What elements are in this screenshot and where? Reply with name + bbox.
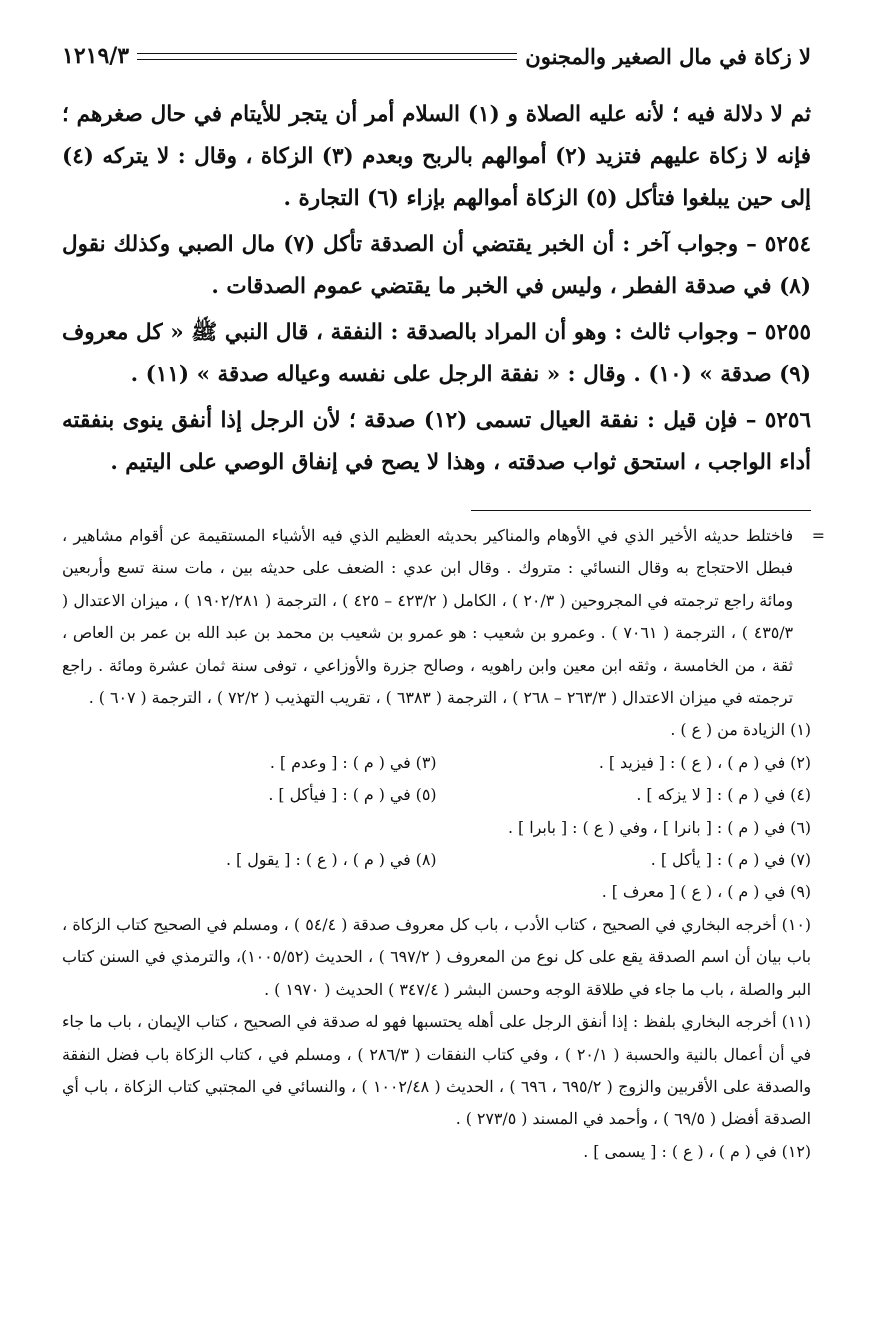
footnote-row [62, 714, 811, 746]
footnote-7: (٧) في ( م ) : [ يأكل ] . [650, 850, 811, 870]
footnotes [62, 520, 825, 1168]
paragraph-5256: ٥٢٥٦ – فإن قيل : نفقة العيال تسمى (١٢) صدقة ؛ لأن الرجل إذا أنفق ينوى بنفقته أداء الواجب ، استحق ثواب صدقته ، وهذا لا يصح في إنفاق الوصي على اليتيم . [62, 408, 811, 475]
paragraph: ثم لا دلالة فيه ؛ لأنه عليه الصلاة و (١) السلام أمر أن يتجر للأيتام في حال صغرهم ؛ فإنه لا زكاة عليهم فتزيد (٢) أموالهم بالربح وبعدم (٣) الزكاة ، وقال : لا يتركه (٤) إلى حين يبلغوا فتأكل (٥) الزكاة أموالهم بإزاء (٦) التجارة . [62, 102, 812, 211]
footnote-row [62, 747, 811, 779]
footnote-continuation-text: فاختلط حديثه الأخير الذي في الأوهام والمناكير بحديثه العظيم الذي فيه الأشياء المستقيمة عن أقوام مشاهير ، فبطل الاحتجاج به وقال النسائي : متروك . وقال ابن عدي : الضعف على حديثه بين ، مات سنة تسع وأربعين ومائة راجع ترجمته في المجروحين ( ٢٠/٣ ) ، الكامل ( ٤٢٣/٢ – ٤٢٥ ) ، الترجمة ( ١٩٠٢/٢٨١ ) ، ميزان الاعتدال ( ٤٣٥/٣ ) ، الترجمة ( ٧٠٦١ ) . وعمرو بن شعيب : هو عمرو بن شعيب بن محمد بن عبد الله بن عمر بن العاص ، ثقة ، من الخامسة ، وثقه ابن معين وابن راهويه ، وصالح جزرة والأوزاعي ، توفى سنة ثمان عشرة ومائة . راجع ترجمته في ميزان الاعتدال ( ٢٦٣/٣ – ٢٦٨ ) ، الترجمة ( ٦٣٨٣ ) ، تقريب التهذيب ( ٧٢/٢ ) ، الترجمة ( ٦٠٧ ) . [62, 526, 793, 708]
footnote-3: (٣) في ( م ) : [ وعدم ] . [269, 752, 437, 772]
footnote-row [62, 844, 811, 876]
chapter-title: لا زكاة في مال الصغير والمجنون [525, 43, 811, 69]
main-text [62, 94, 811, 488]
footnote-11: (١١) أخرجه البخاري بلفظ : إذا أنفق الرجل على أهله يحتسبها فهو له صدقة في الصحيح ، كتاب الإيمان ، باب ما جاء في أن أعمال بالنية والحسبة ( ٢٠/١ ) ، وفي كتاب النفقات ( ٢٨٦/٣ ) ، ومسلم في ، كتاب الزكاة باب فضل النفقة والصدقة على الأقربين والزوج ( ٦٩٥/٢ ، ٦٩٦ ) ، الحديث ( ١٠٠٢/٤٨ ) ، والنسائي في المجتبي كتاب الزكاة ، باب أي الصدقة أفضل ( ٦٩/٥ ) ، وأحمد في المسند ( ٢٧٣/٥ ) . [62, 1012, 812, 1129]
running-header [62, 38, 811, 74]
paragraph-5255: ٥٢٥٥ – وجواب ثالث : وهو أن المراد بالصدقة : النفقة ، قال النبي ﷺ « كل معروف (٩) صدقة » (١٠) . وقال : « نفقة الرجل على نفسه وعياله صدقة » (١١) . [62, 320, 811, 387]
header-rule [137, 53, 517, 60]
footnote-5: (٥) في ( م ) : [ فيأكل ] . [268, 785, 437, 805]
footnote-10: (١٠) أخرجه البخاري في الصحيح ، كتاب الأدب ، باب كل معروف صدقة ( ٥٤/٤ ) ، ومسلم في الصحيح كتاب الزكاة ، باب بيان أن اسم الصدقة يقع على كل نوع من المعروف ( ٦٩٧/٢ ) ، الحديث (١٠٠٥/٥٢)، والترمذي في السنن كتاب البر والصلة ، باب ما جاء في طلاقة الوجه وحسن البشر ( ٣٤٧/٤ ) الحديث ( ١٩٧٠ ) . [62, 914, 811, 999]
footnote-2: (٢) في ( م ) ، ( ع ) : [ فيزيد ] . [598, 752, 811, 772]
footnote-continuation [62, 520, 825, 714]
footnote-divider [471, 510, 811, 511]
footnote-1: (١) الزيادة من ( ع ) . [670, 720, 811, 740]
footnote-row [62, 779, 811, 811]
footnote-8: (٨) في ( م ) ، ( ع ) : [ يقول ] . [226, 850, 437, 870]
footnote-4: (٤) في ( م ) : [ لا يزكه ] . [636, 785, 811, 805]
paragraph-5254: ٥٢٥٤ – وجواب آخر : أن الخبر يقتضي أن الصدقة تأكل (٧) مال الصبي وكذلك نقول (٨) في صدقة الفطر ، وليس في الخبر ما يقتضي عموم الصدقات . [62, 232, 811, 299]
footnote-row [62, 812, 811, 844]
footnote-row [62, 876, 811, 908]
footnote-6: (٦) في ( م ) : [ بانرا ] ، وفي ( ع ) : [ بابرا ] . [508, 817, 811, 837]
footnote-9: (٩) في ( م ) ، ( ع ) [ معرف ] . [601, 882, 811, 902]
continuation-mark: = [811, 526, 825, 545]
page-number: ١٢١٩/٣ [62, 43, 130, 69]
footnote-12: (١٢) في ( م ) ، ( ع ) : [ يسمى ] . [583, 1141, 811, 1161]
